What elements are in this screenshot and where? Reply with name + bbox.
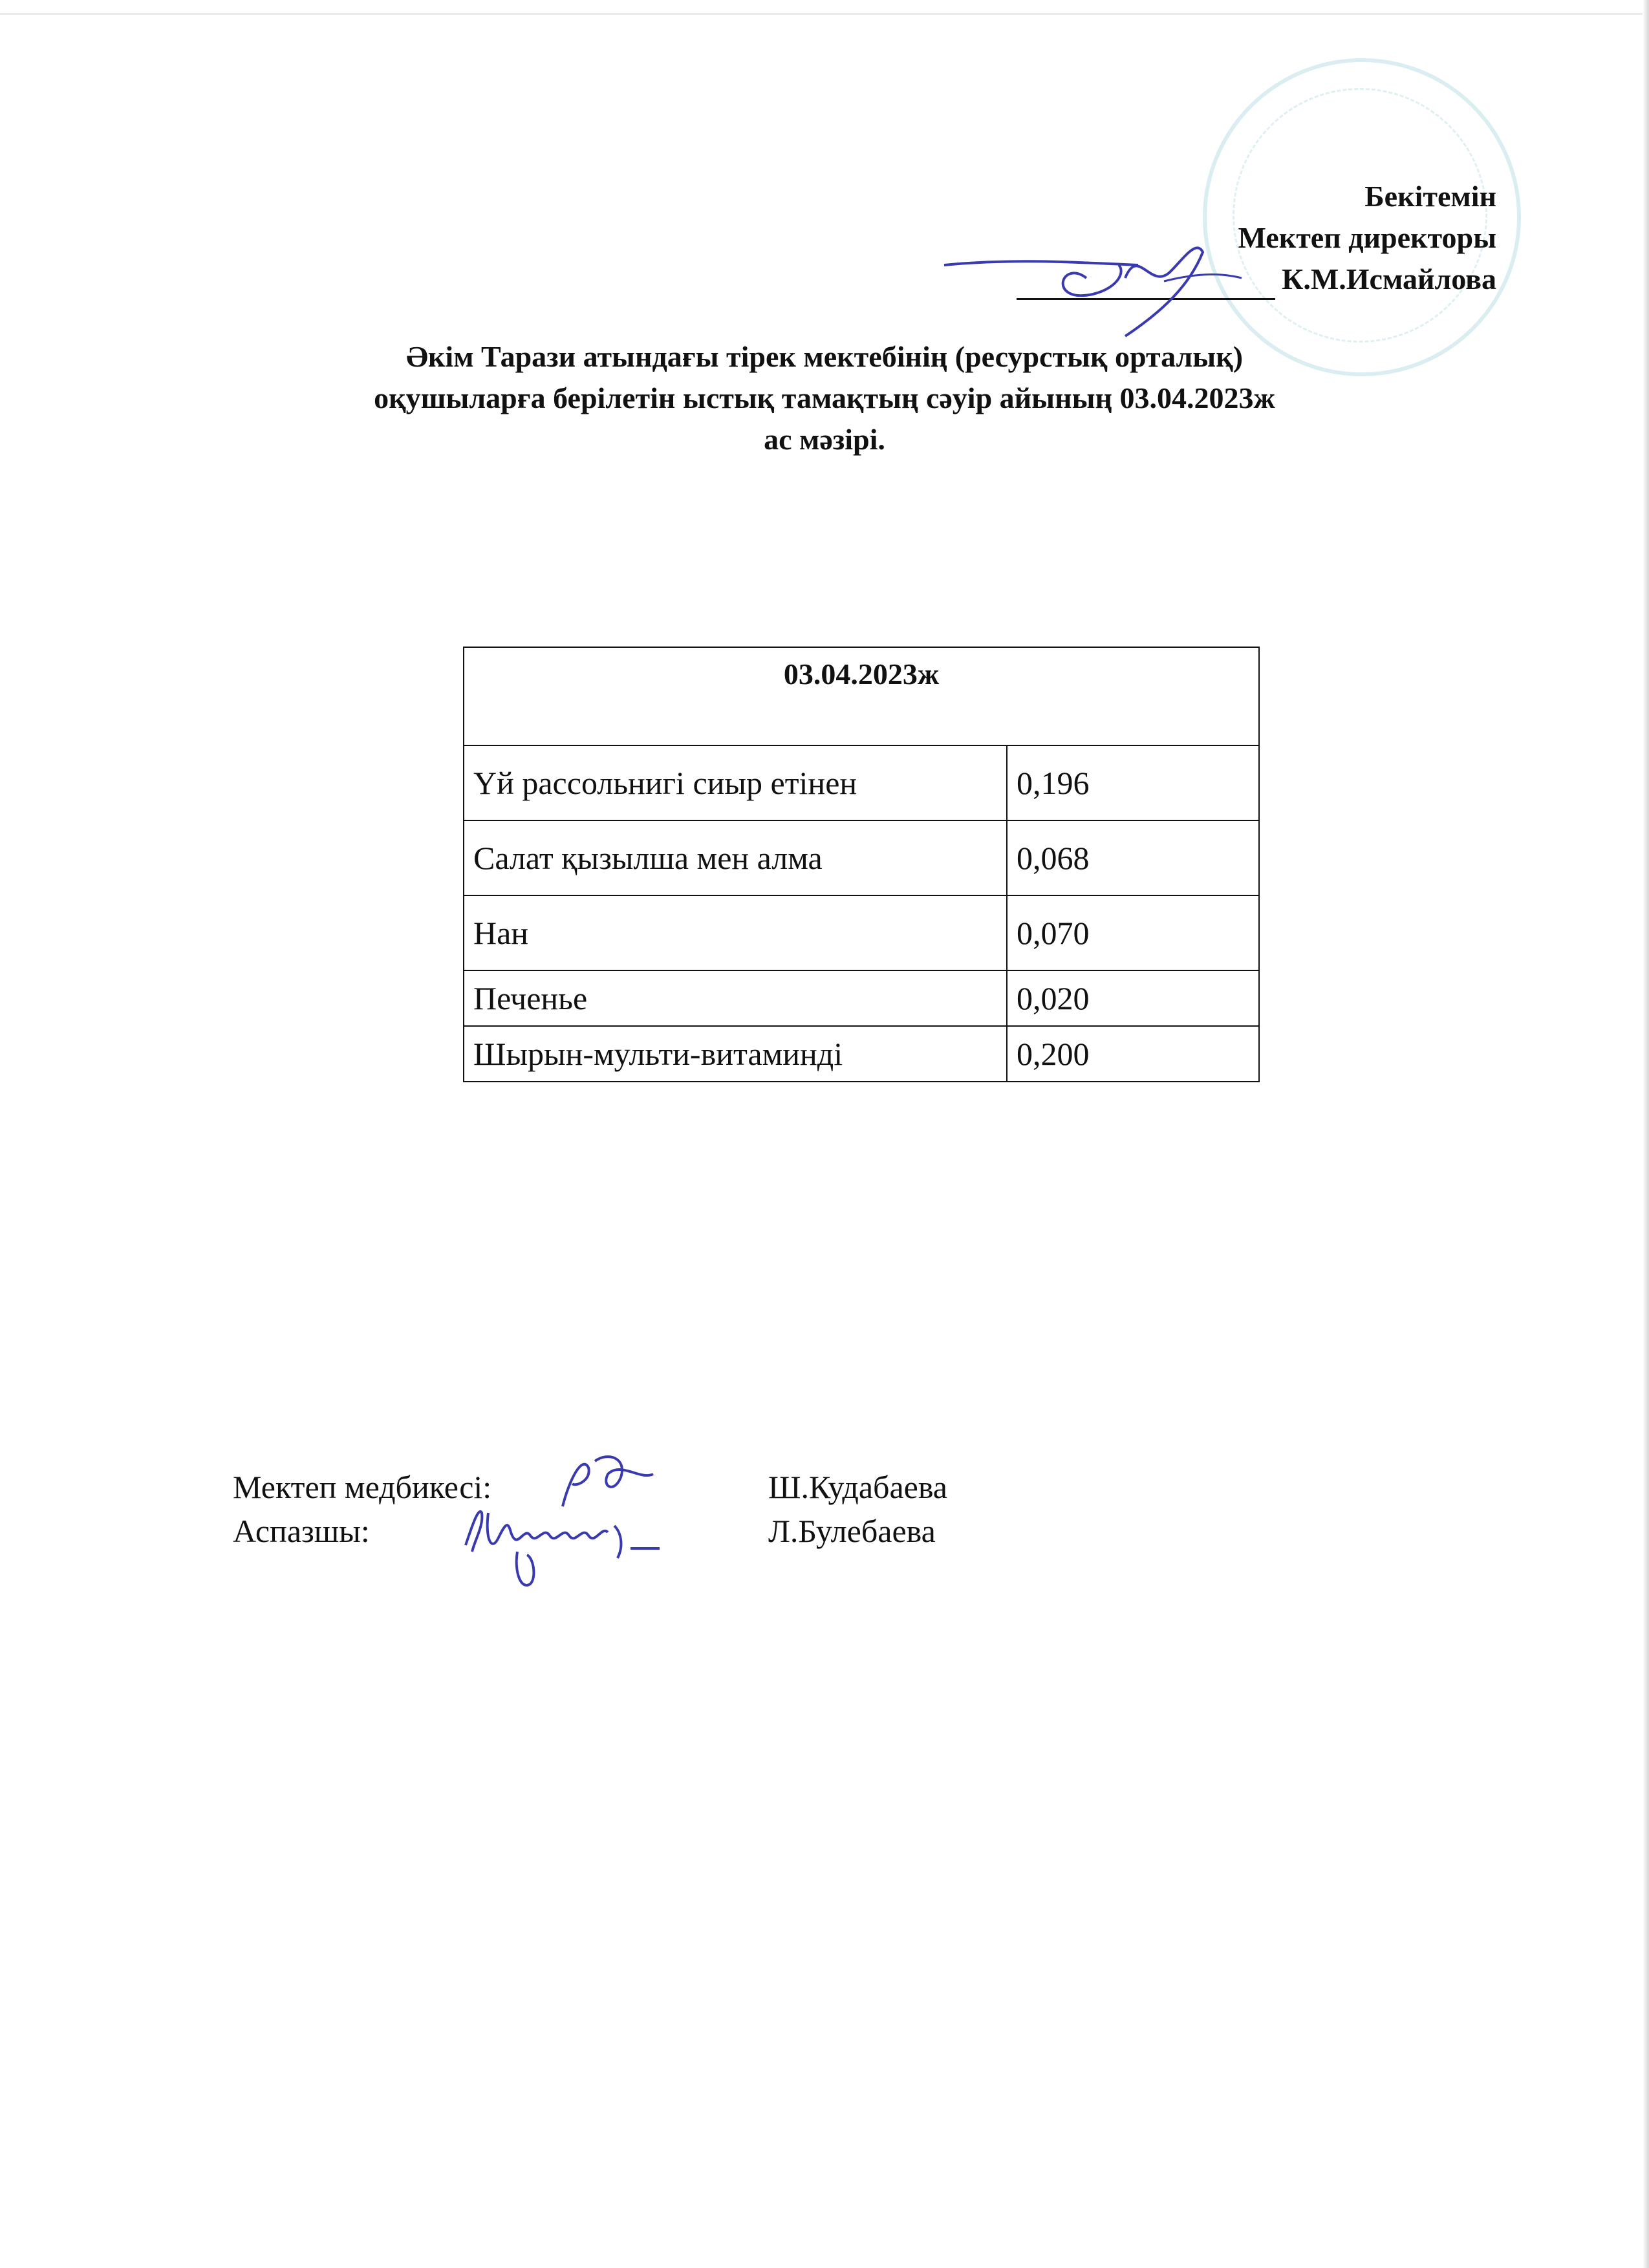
table-row xyxy=(464,970,1259,1026)
nurse-role: Мектеп медбикесі: xyxy=(233,1469,492,1505)
director-signature xyxy=(931,233,1255,343)
approval-heading: Бекітемін xyxy=(1364,180,1496,213)
scan-top-line xyxy=(0,13,1649,15)
title-line-2: оқушыларға берілетін ыстық тамақтың сәуір айының 03.04.2023ж xyxy=(374,381,1275,414)
menu-item-name: Үй рассольнигі сиыр етінен xyxy=(464,745,1007,820)
menu-item-name: Печенье xyxy=(464,970,1007,1026)
menu-item-name: Шырын-мульти-витаминді xyxy=(464,1026,1007,1082)
menu-item-amount: 0,020 xyxy=(1007,970,1259,1026)
menu-item-amount: 0,196 xyxy=(1007,745,1259,820)
cook-role: Аспазшы: xyxy=(233,1513,370,1549)
menu-item-amount: 0,068 xyxy=(1007,820,1259,895)
cook-name: Л.Булебаева xyxy=(768,1513,936,1549)
cook-signature xyxy=(453,1487,685,1597)
menu-item-name: Салат қызылша мен алма xyxy=(464,820,1007,895)
menu-item-amount: 0,200 xyxy=(1007,1026,1259,1082)
menu-header-row xyxy=(464,647,1259,745)
menu-date-header: 03.04.2023ж xyxy=(464,647,1259,745)
table-row xyxy=(464,745,1259,820)
table-row xyxy=(464,1026,1259,1082)
table-row xyxy=(464,895,1259,970)
title-line-1: Әкім Тарази атындағы тірек мектебінің (ресурстық орталық) xyxy=(405,340,1244,373)
menu-table xyxy=(463,647,1260,1082)
director-name: К.М.Исмайлова xyxy=(1282,262,1496,295)
nurse-name: Ш.Кудабаева xyxy=(768,1469,947,1505)
table-row xyxy=(464,820,1259,895)
title-line-3: ас мәзірі. xyxy=(764,423,885,456)
menu-item-name: Нан xyxy=(464,895,1007,970)
menu-item-amount: 0,070 xyxy=(1007,895,1259,970)
approval-position: Мектеп директоры xyxy=(1238,221,1496,254)
document-title xyxy=(0,336,1649,460)
